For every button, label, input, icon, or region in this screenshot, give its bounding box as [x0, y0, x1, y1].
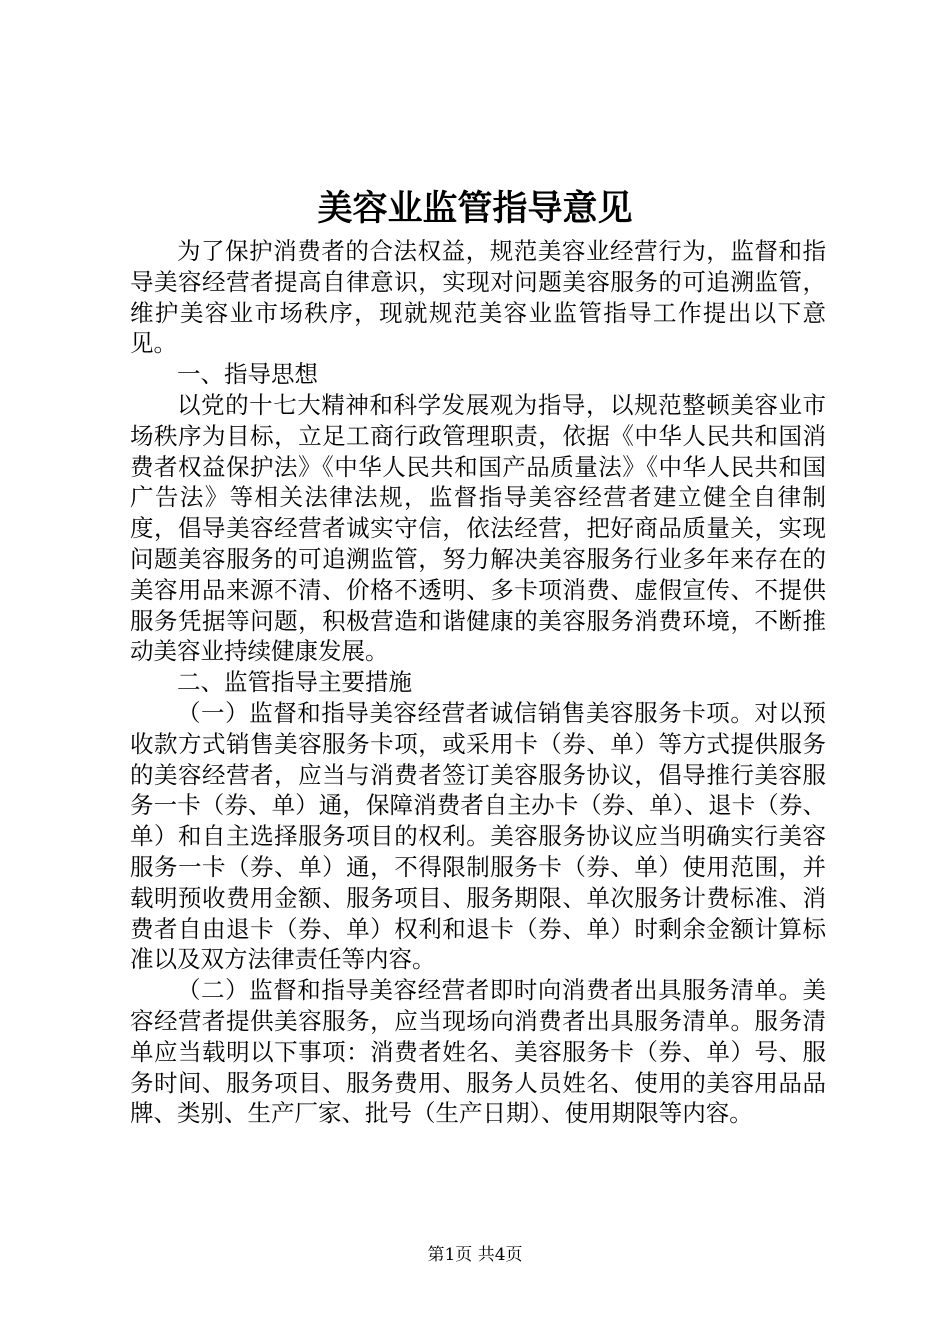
section-heading-guiding-thought: 一、指导思想 — [177, 360, 318, 389]
page-number-footer: 第1页 共4页 — [427, 1245, 523, 1265]
document-title: 美容业监管指导意见 — [317, 188, 633, 229]
intro-paragraph: 为了保护消费者的合法权益，规范美容业经营行为，监督和指导美容经营者提高自律意识，实现对问题美容服务的可追溯监管，维护美容业市场秩序，现就规范美容业监管指导工作提出以下意见。 — [130, 237, 826, 358]
section-heading-main-measures: 二、监管指导主要措施 — [177, 668, 412, 697]
measure-one-paragraph: （一）监督和指导美容经营者诚信销售美容服务卡项。对以预收款方式销售美容服务卡项，或采用卡（券、单）等方式提供服务的美容经营者，应当与消费者签订美容服务协议，倡导推行美容服务一卡（券、单）通，保障消费者自主办卡（券、单）、退卡（券、单）和自主选择服务项目的权利。美容服务协议应当明确实行美容服务一卡（券、单）通，不得限制服务卡（券、单）使用范围，并载明预收费用金额、服务项目、服务期限、单次服务计费标准、消费者自由退卡（券、单）权利和退卡（券、单）时剩余金额计算标准以及双方法律责任等内容。 — [130, 698, 826, 974]
document-body — [130, 236, 826, 1129]
guiding-thought-paragraph: 以党的十七大精神和科学发展观为指导，以规范整顿美容业市场秩序为目标，立足工商行政管理职责，依据《中华人民共和国消费者权益保护法》《中华人民共和国产品质量法》《中华人民共和国广告法》等相关法律法规，监督指导美容经营者建立健全自律制度，倡导美容经营者诚实守信，依法经营，把好商品质量关，实现问题美容服务的可追溯监管，努力解决美容服务行业多年来存在的美容用品来源不清、价格不透明、多卡项消费、虚假宣传、不提供服务凭据等问题，积极营造和谐健康的美容服务消费环境，不断推动美容业持续健康发展。 — [130, 390, 826, 666]
measure-two-paragraph: （二）监督和指导美容经营者即时向消费者出具服务清单。美容经营者提供美容服务，应当现场向消费者出具服务清单。服务清单应当载明以下事项：消费者姓名、美容服务卡（券、单）号、服务时间、服务项目、服务费用、服务人员姓名、使用的美容用品品牌、类别、生产厂家、批号（生产日期）、使用期限等内容。 — [130, 976, 826, 1128]
